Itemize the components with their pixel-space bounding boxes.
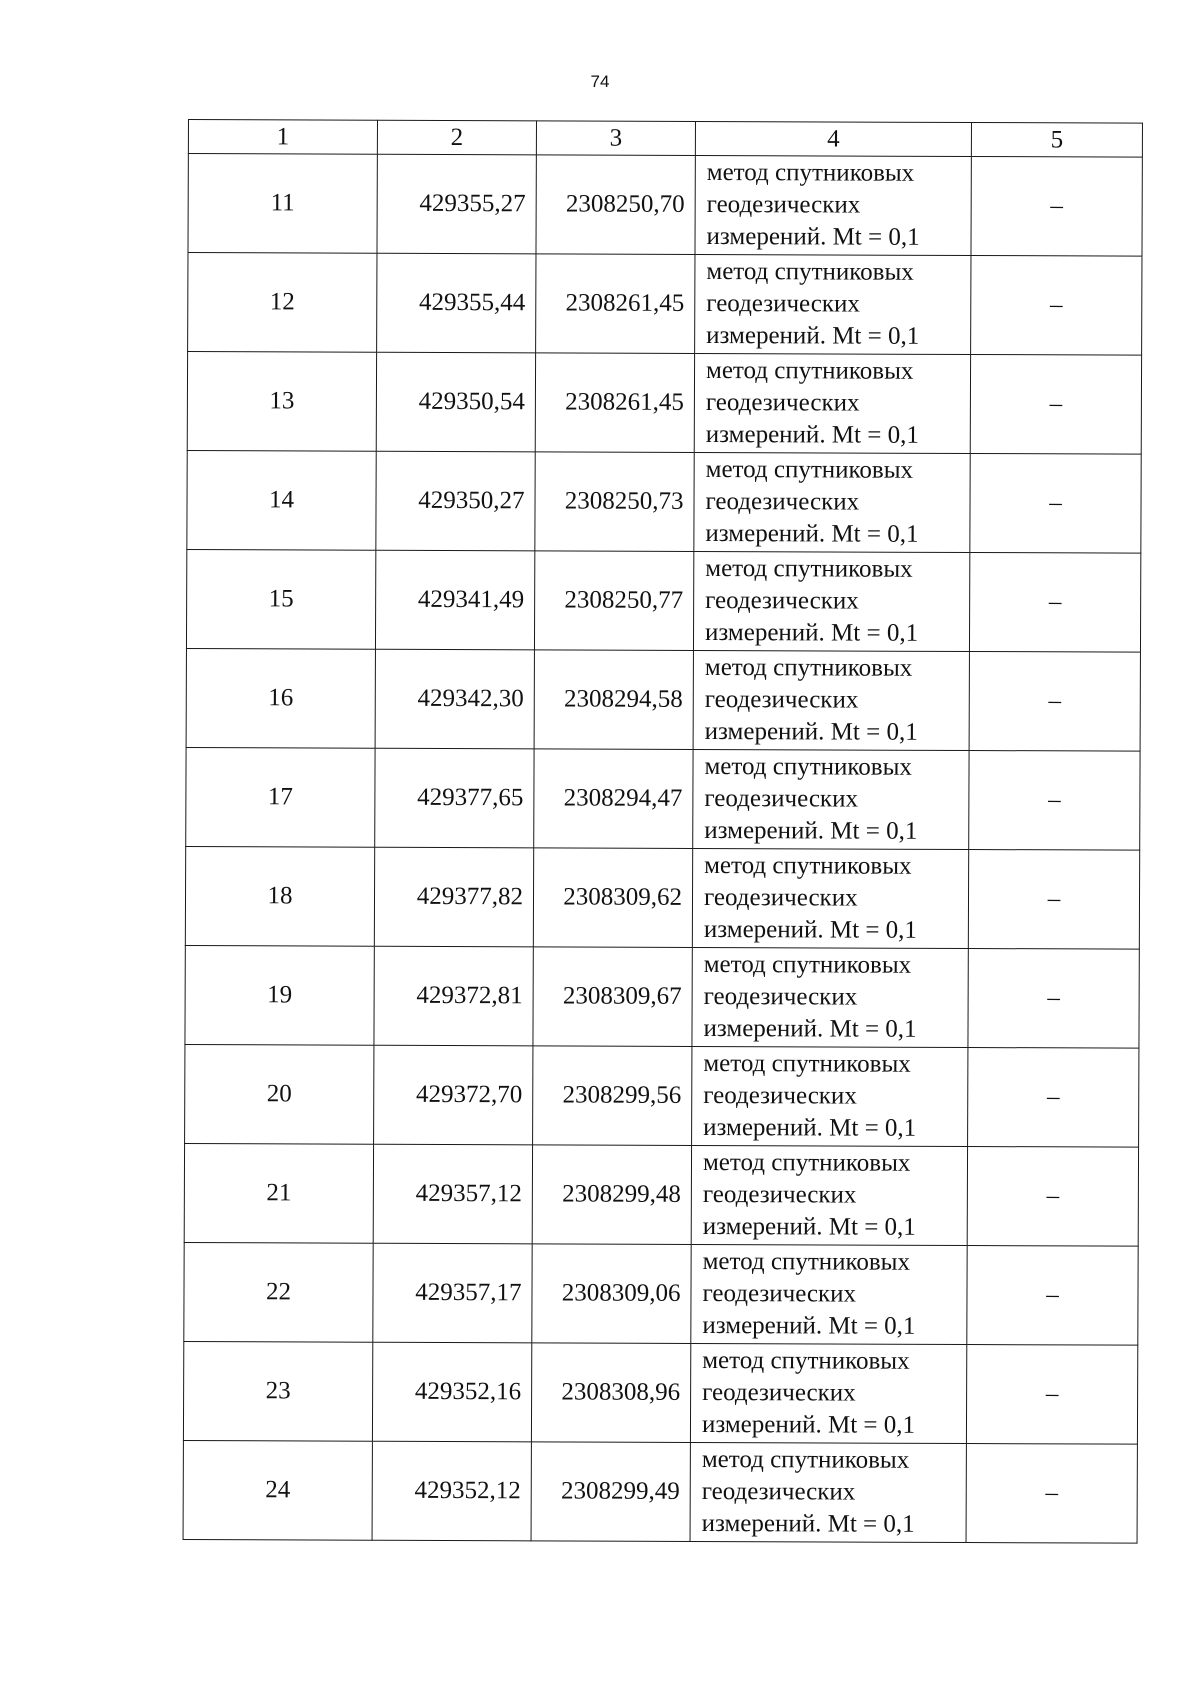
method-line: измерений. Mt = 0,1 — [703, 1014, 917, 1043]
note-cell: – — [969, 652, 1140, 752]
table-row — [184, 1242, 1138, 1345]
method-line: метод спутниковых — [703, 950, 912, 979]
method-line: геодезических — [706, 289, 860, 318]
table-row — [188, 154, 1142, 257]
point-number-cell: 23 — [183, 1341, 372, 1441]
method-line: геодезических — [702, 1279, 857, 1308]
method-cell — [693, 749, 969, 849]
y-coordinate-cell: 2308299,49 — [531, 1442, 690, 1542]
x-coordinate-cell: 429342,30 — [375, 649, 534, 749]
x-coordinate-cell: 429350,27 — [376, 451, 535, 551]
page-number: 74 — [590, 72, 610, 91]
x-coordinate-cell: 429357,12 — [373, 1144, 532, 1244]
table-row — [186, 747, 1140, 850]
y-coordinate-cell: 2308261,45 — [535, 353, 694, 453]
method-line: метод спутниковых — [702, 1346, 910, 1375]
column-header-y: 3 — [536, 121, 695, 156]
table-body — [183, 154, 1142, 1544]
x-coordinate-cell: 429372,70 — [374, 1045, 533, 1145]
table-row — [187, 352, 1141, 455]
method-line: геодезических — [705, 487, 860, 516]
method-cell — [690, 1343, 966, 1443]
method-line: геодезических — [703, 1081, 857, 1110]
method-line: геодезических — [703, 982, 858, 1011]
method-line: измерений. Mt = 0,1 — [702, 1311, 916, 1340]
method-line: метод спутниковых — [705, 455, 914, 484]
method-line: метод спутниковых — [704, 851, 912, 880]
method-line: метод спутниковых — [704, 653, 913, 682]
method-cell — [695, 155, 971, 255]
note-cell: – — [969, 553, 1140, 653]
y-coordinate-cell: 2308250,73 — [535, 452, 694, 552]
y-coordinate-cell: 2308250,70 — [536, 155, 695, 255]
point-number-cell: 21 — [184, 1143, 373, 1243]
x-coordinate-cell: 429377,82 — [374, 847, 533, 947]
method-cell — [695, 254, 971, 354]
method-line: метод спутниковых — [705, 554, 913, 583]
method-cell — [692, 1046, 968, 1146]
y-coordinate-cell: 2308308,96 — [531, 1343, 690, 1443]
column-header-x: 2 — [377, 120, 536, 155]
note-cell: – — [970, 454, 1141, 554]
point-number-cell: 12 — [188, 253, 377, 353]
table-header-row — [188, 120, 1142, 158]
method-line: метод спутниковых — [704, 752, 912, 781]
method-line: геодезических — [702, 1180, 857, 1209]
y-coordinate-cell: 2308294,47 — [534, 749, 693, 849]
x-coordinate-cell: 429372,81 — [374, 946, 533, 1046]
method-line: метод спутниковых — [705, 356, 914, 385]
y-coordinate-cell: 2308294,58 — [534, 650, 693, 750]
y-coordinate-cell: 2308261,45 — [536, 254, 695, 354]
method-line: измерений. Mt = 0,1 — [701, 1410, 916, 1439]
note-cell: – — [968, 850, 1139, 950]
method-line: геодезических — [705, 586, 859, 615]
column-header-note: 5 — [971, 123, 1142, 158]
y-coordinate-cell: 2308250,77 — [534, 551, 693, 651]
note-cell: – — [969, 751, 1140, 851]
method-line: измерений. Mt = 0,1 — [704, 717, 918, 746]
x-coordinate-cell: 429357,17 — [373, 1243, 532, 1343]
x-coordinate-cell: 429352,16 — [372, 1342, 531, 1442]
method-line: метод спутниковых — [702, 1247, 911, 1276]
y-coordinate-cell: 2308299,56 — [533, 1046, 692, 1146]
method-cell — [692, 947, 968, 1047]
method-line: геодезических — [703, 883, 858, 912]
table-row — [185, 846, 1139, 949]
table-row — [183, 1341, 1137, 1444]
y-coordinate-cell: 2308309,62 — [533, 848, 692, 948]
y-coordinate-cell: 2308299,48 — [532, 1145, 691, 1245]
point-number-cell: 13 — [187, 352, 376, 452]
note-cell: – — [970, 355, 1141, 455]
note-cell: – — [968, 1048, 1139, 1148]
note-cell: – — [971, 256, 1142, 356]
table-row — [185, 1044, 1139, 1147]
table-row — [186, 549, 1140, 652]
table-row — [188, 253, 1142, 356]
method-cell — [691, 1145, 967, 1245]
coordinates-table — [183, 119, 1143, 1544]
method-line: измерений. Mt = 0,1 — [703, 915, 918, 944]
y-coordinate-cell: 2308309,06 — [532, 1244, 691, 1344]
x-coordinate-cell: 429377,65 — [375, 748, 534, 848]
method-line: геодезических — [704, 784, 859, 813]
method-line: метод спутниковых — [702, 1148, 911, 1177]
table-row — [185, 945, 1139, 1048]
method-line: измерений. Mt = 0,1 — [706, 321, 920, 350]
point-number-cell: 24 — [183, 1440, 372, 1540]
table-row — [186, 648, 1140, 751]
method-line: метод спутниковых — [706, 257, 914, 286]
table-row — [183, 1440, 1137, 1543]
method-line: геодезических — [701, 1477, 856, 1506]
method-line: измерений. Mt = 0,1 — [703, 1113, 917, 1142]
point-number-cell: 11 — [188, 154, 377, 254]
method-line: измерений. Mt = 0,1 — [701, 1509, 915, 1538]
x-coordinate-cell: 429355,44 — [377, 253, 536, 353]
point-number-cell: 20 — [185, 1044, 374, 1144]
method-cell — [694, 353, 970, 453]
point-number-cell: 14 — [187, 450, 376, 550]
method-line: геодезических — [702, 1378, 856, 1407]
note-cell: – — [967, 1147, 1138, 1247]
y-coordinate-cell: 2308309,67 — [533, 947, 692, 1047]
method-line: метод спутниковых — [706, 158, 915, 187]
column-header-number: 1 — [188, 120, 377, 155]
method-line: геодезических — [704, 685, 859, 714]
point-number-cell: 19 — [185, 945, 374, 1045]
method-line: геодезических — [705, 388, 860, 417]
method-cell — [691, 1244, 967, 1344]
method-line: измерений. Mt = 0,1 — [705, 420, 919, 449]
table-row — [187, 450, 1141, 553]
method-line: измерений. Mt = 0,1 — [702, 1212, 916, 1241]
method-line: метод спутниковых — [703, 1049, 911, 1078]
method-cell — [693, 551, 969, 651]
method-line: измерений. Mt = 0,1 — [705, 519, 919, 548]
method-cell — [694, 452, 970, 552]
point-number-cell: 15 — [186, 549, 375, 649]
point-number-cell: 18 — [185, 846, 374, 946]
method-line: метод спутниковых — [701, 1445, 910, 1474]
x-coordinate-cell: 429355,27 — [377, 154, 536, 254]
x-coordinate-cell: 429341,49 — [375, 550, 534, 650]
method-cell — [690, 1442, 966, 1542]
x-coordinate-cell: 429352,12 — [372, 1441, 531, 1541]
method-cell — [692, 848, 968, 948]
method-line: измерений. Mt = 0,1 — [704, 618, 919, 647]
x-coordinate-cell: 429350,54 — [376, 352, 535, 452]
note-cell: – — [968, 949, 1139, 1049]
note-cell: – — [967, 1246, 1138, 1346]
column-header-method: 4 — [695, 121, 971, 156]
method-cell — [693, 650, 969, 750]
method-line: измерений. Mt = 0,1 — [706, 222, 920, 251]
method-line: измерений. Mt = 0,1 — [704, 816, 918, 845]
note-cell: – — [966, 1443, 1137, 1543]
note-cell: – — [966, 1344, 1137, 1444]
method-line: геодезических — [706, 190, 861, 219]
point-number-cell: 22 — [184, 1242, 373, 1342]
point-number-cell: 17 — [186, 747, 375, 847]
table-row — [184, 1143, 1138, 1246]
point-number-cell: 16 — [186, 648, 375, 748]
note-cell: – — [971, 157, 1142, 257]
